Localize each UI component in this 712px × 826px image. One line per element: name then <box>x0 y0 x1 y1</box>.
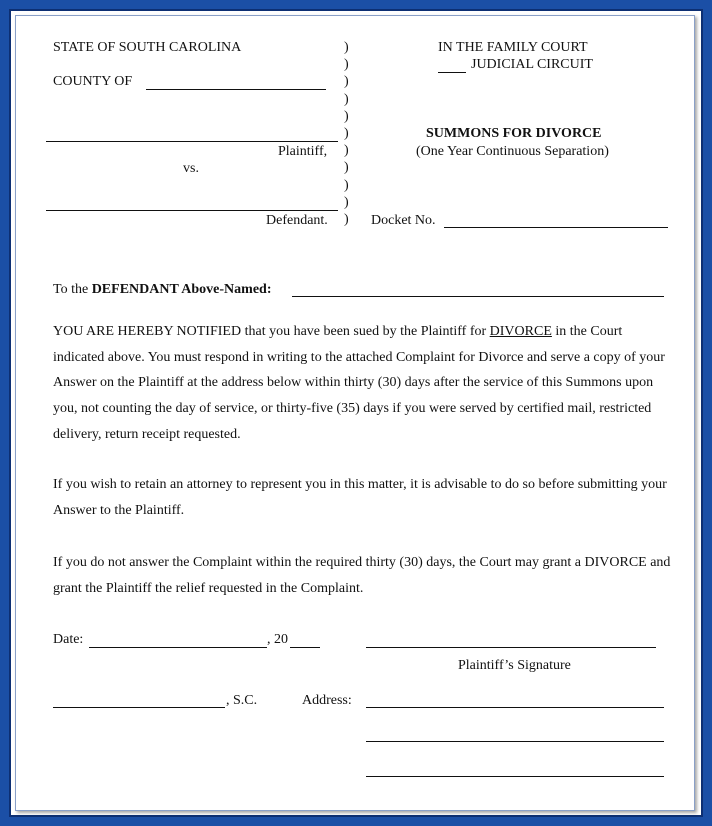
paren: ) <box>344 194 349 210</box>
notice-text-2: in the Court indicated above. You must respond in writing to the attached Complaint for Divorce and serve a copy of your Answer on the Plaintiff at the address below within thirty (30) days after the service of this Summons upon you, not counting the day of service, or thirty-five (35) days if you were served by certified mail, restricted delivery, return receipt requested. <box>53 324 665 442</box>
paren: ) <box>344 211 349 227</box>
date-blank[interactable] <box>89 647 267 648</box>
vs-label: vs. <box>183 161 199 176</box>
paren: ) <box>344 57 349 73</box>
paren: ) <box>344 91 349 107</box>
salutation <box>53 282 272 298</box>
paren: ) <box>344 160 349 176</box>
paren: ) <box>344 40 349 55</box>
form-title: SUMMONS FOR DIVORCE <box>426 126 602 141</box>
address-line-3[interactable] <box>366 776 664 777</box>
attorney-paragraph: If you wish to retain an attorney to represent you in this matter, it is advisable to do so before submitting your Answer to the Plaintiff. <box>53 477 667 518</box>
year-label: , 20 <box>267 632 288 647</box>
court-label: IN THE FAMILY COURT <box>438 40 588 55</box>
paren: ) <box>344 74 349 90</box>
paren: ) <box>344 143 349 159</box>
city-blank[interactable] <box>53 707 225 708</box>
docket-number-blank[interactable] <box>444 227 668 228</box>
plaintiff-name-blank[interactable] <box>46 141 338 142</box>
plaintiff-signature-line[interactable] <box>366 647 656 648</box>
circuit-label: JUDICIAL CIRCUIT <box>471 57 593 72</box>
state-label: STATE OF SOUTH CAROLINA <box>53 40 242 55</box>
date-label: Date: <box>53 632 84 647</box>
defendant-name-blank[interactable] <box>46 210 338 211</box>
address-line-2[interactable] <box>366 741 664 742</box>
address-label: Address: <box>302 693 352 708</box>
docket-label: Docket No. <box>371 213 436 228</box>
defendant-address-blank[interactable] <box>292 296 664 297</box>
form-subtitle: (One Year Continuous Separation) <box>416 144 609 159</box>
county-label: COUNTY OF <box>53 74 133 89</box>
notice-paragraph <box>53 319 673 448</box>
paren: ) <box>344 177 349 193</box>
plaintiff-label: Plaintiff, <box>278 144 328 159</box>
paren: ) <box>344 108 349 124</box>
document-page <box>15 15 695 811</box>
county-blank[interactable] <box>146 89 326 90</box>
default-paragraph: If you do not answer the Complaint within the required thirty (30) days, the Court may grant a DIVORCE and grant the Plaintiff the relief requested in the Complaint. <box>53 555 671 596</box>
paren: ) <box>344 125 349 141</box>
divorce-term: DIVORCE <box>489 324 552 339</box>
defendant-label: Defendant. <box>266 213 328 228</box>
caption-separator <box>344 39 354 228</box>
salutation-defendant: DEFENDANT Above-Named: <box>91 282 272 297</box>
address-line-1[interactable] <box>366 707 664 708</box>
circuit-number-blank[interactable] <box>438 72 466 73</box>
salutation-prefix: To the <box>53 282 92 297</box>
year-blank[interactable] <box>290 647 320 648</box>
notice-text-1: YOU ARE HEREBY NOTIFIED that you have been sued by the Plaintiff for <box>53 324 490 339</box>
plaintiff-signature-label: Plaintiff’s Signature <box>458 658 571 673</box>
sc-label: , S.C. <box>226 693 258 708</box>
